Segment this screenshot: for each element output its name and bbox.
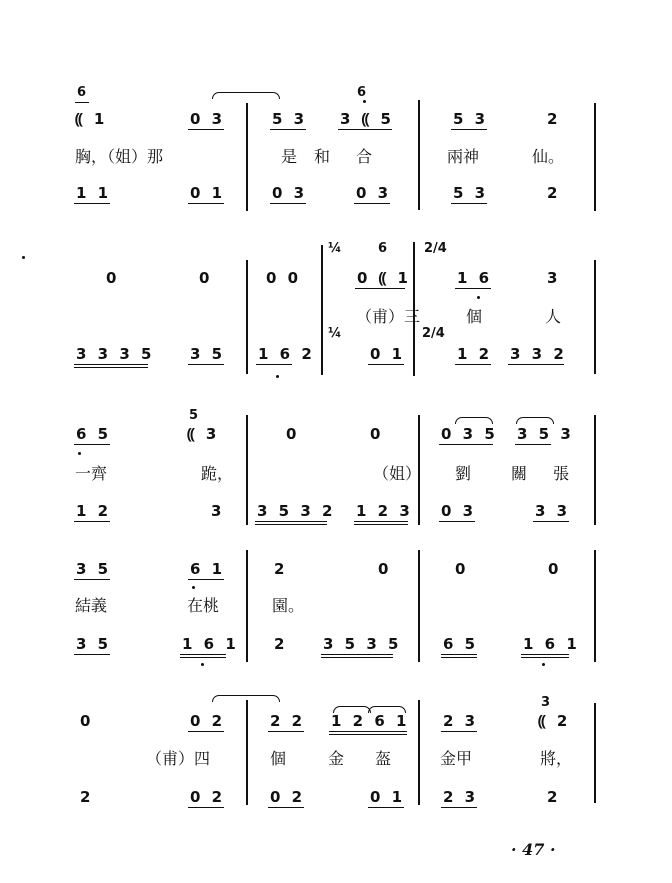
lyric: 兩神	[447, 147, 480, 166]
lyric: 是	[281, 147, 298, 166]
barline	[594, 703, 596, 803]
note: 5 3	[453, 110, 489, 128]
note: 0	[106, 269, 120, 287]
barline	[418, 100, 420, 210]
lyric: 金甲	[440, 749, 473, 768]
accompaniment-note: 0 1	[370, 788, 406, 806]
accompaniment-note: 3 5	[190, 345, 226, 363]
lyric: （姐）	[373, 464, 422, 483]
accompaniment-note: 0 1	[370, 345, 406, 363]
note: 0	[455, 560, 469, 578]
lyric: 結義	[75, 596, 108, 615]
accompaniment-note: 6 5	[443, 635, 479, 653]
barline	[594, 550, 596, 662]
accompaniment-note: 3 3	[535, 502, 571, 520]
grace-note: 6	[357, 85, 367, 100]
barline	[246, 103, 248, 211]
lyric: 劉	[455, 464, 472, 483]
accompaniment-note: 3 3 2	[510, 345, 567, 363]
note: 0	[548, 560, 562, 578]
accompaniment-note: 3 3 3 5	[76, 345, 155, 363]
lyric: 胸，（姐）那	[75, 147, 164, 166]
barline	[321, 245, 323, 375]
grace-note: 6	[77, 85, 87, 100]
barline	[246, 415, 248, 525]
accompaniment-note: 0 3	[441, 502, 477, 520]
note: 3 5	[76, 560, 112, 578]
lyric: 張	[553, 464, 570, 483]
note: 3 ⸨ 5	[340, 110, 394, 128]
note: 0	[199, 269, 213, 287]
note: 0	[370, 425, 384, 443]
note: 1 6	[457, 269, 493, 287]
time-signature: ¼	[328, 241, 342, 256]
accompaniment-note: 3 5 3 2	[257, 502, 336, 520]
accompaniment-note: 1 2	[76, 502, 112, 520]
accompaniment-note: 0 2	[270, 788, 306, 806]
time-signature: ¼	[328, 326, 342, 341]
note: 2	[547, 110, 561, 128]
lyric: 和	[314, 147, 331, 166]
note: 2 3	[443, 712, 479, 730]
note: 0 3 5	[441, 425, 498, 443]
barline	[246, 260, 248, 374]
lyric: 園。	[272, 596, 305, 615]
lyric: 盔	[375, 749, 392, 768]
accompaniment-note: 5 3	[453, 184, 489, 202]
lyric: （甫）四	[146, 749, 211, 768]
note: 0 3	[190, 110, 226, 128]
accompaniment-note: 0 3	[272, 184, 308, 202]
page-number: · 47 ·	[511, 840, 556, 859]
lyric: （甫）三	[356, 307, 421, 326]
note: 6 1	[190, 560, 226, 578]
note: 1 2 6 1	[331, 712, 410, 730]
note: 5 3	[272, 110, 308, 128]
lyric: 一齊	[75, 464, 108, 483]
accompaniment-note: 3	[211, 502, 225, 520]
lyric: 在桃	[187, 596, 220, 615]
lyric: 人	[545, 307, 562, 326]
note: 0	[378, 560, 392, 578]
note: ⸨ 2	[538, 712, 571, 730]
barline	[418, 700, 420, 805]
lyric: 關	[511, 464, 528, 483]
lyric: 個	[270, 749, 287, 768]
accompaniment-note: 0 2	[190, 788, 226, 806]
accompaniment-note: 3 5 3 5	[323, 635, 402, 653]
barline	[246, 700, 248, 805]
barline	[594, 260, 596, 374]
note: 2 2	[270, 712, 306, 730]
accompaniment-note: 1 1	[76, 184, 112, 202]
note: 3	[547, 269, 561, 287]
lyric: 跪，	[201, 464, 234, 483]
note: 0	[286, 425, 300, 443]
accompaniment-note: 2	[274, 635, 288, 653]
grace-note: 6	[378, 241, 388, 256]
note: ⸨ 1	[75, 110, 108, 128]
grace-note: 3	[541, 695, 551, 710]
lyric: 個	[466, 307, 483, 326]
note: 0 2	[190, 712, 226, 730]
accompaniment-note: 1 2 3	[356, 502, 413, 520]
accompaniment-note: 2	[547, 184, 561, 202]
lyric: 將，	[540, 749, 573, 768]
accompaniment-note: 1 6 1	[523, 635, 580, 653]
lyric: 仙。	[532, 147, 565, 166]
note: 0 ⸨ 1	[357, 269, 411, 287]
accompaniment-note: 0 1	[190, 184, 226, 202]
accompaniment-note: 0 3	[356, 184, 392, 202]
accompaniment-note: 1 6 2	[258, 345, 315, 363]
accompaniment-note: 2	[80, 788, 94, 806]
accompaniment-note: 2 3	[443, 788, 479, 806]
accompaniment-note: 1 6 1	[182, 635, 239, 653]
accompaniment-note: 2	[547, 788, 561, 806]
accompaniment-note: 1 2	[457, 345, 493, 363]
lyric: 合	[356, 147, 373, 166]
barline	[418, 550, 420, 662]
barline	[594, 103, 596, 211]
time-signature: 2/4	[424, 241, 447, 256]
note: 6 5	[76, 425, 112, 443]
note: 0	[80, 712, 94, 730]
grace-note: 5	[189, 408, 199, 423]
note: 3 5 3	[517, 425, 574, 443]
note: 2	[274, 560, 288, 578]
time-signature: 2/4	[422, 326, 445, 341]
note: 0 0	[266, 269, 302, 287]
barline	[594, 415, 596, 525]
barline	[246, 550, 248, 662]
accompaniment-note: 3 5	[76, 635, 112, 653]
lyric: 金	[328, 749, 345, 768]
note: ⸨ 3	[187, 425, 220, 443]
